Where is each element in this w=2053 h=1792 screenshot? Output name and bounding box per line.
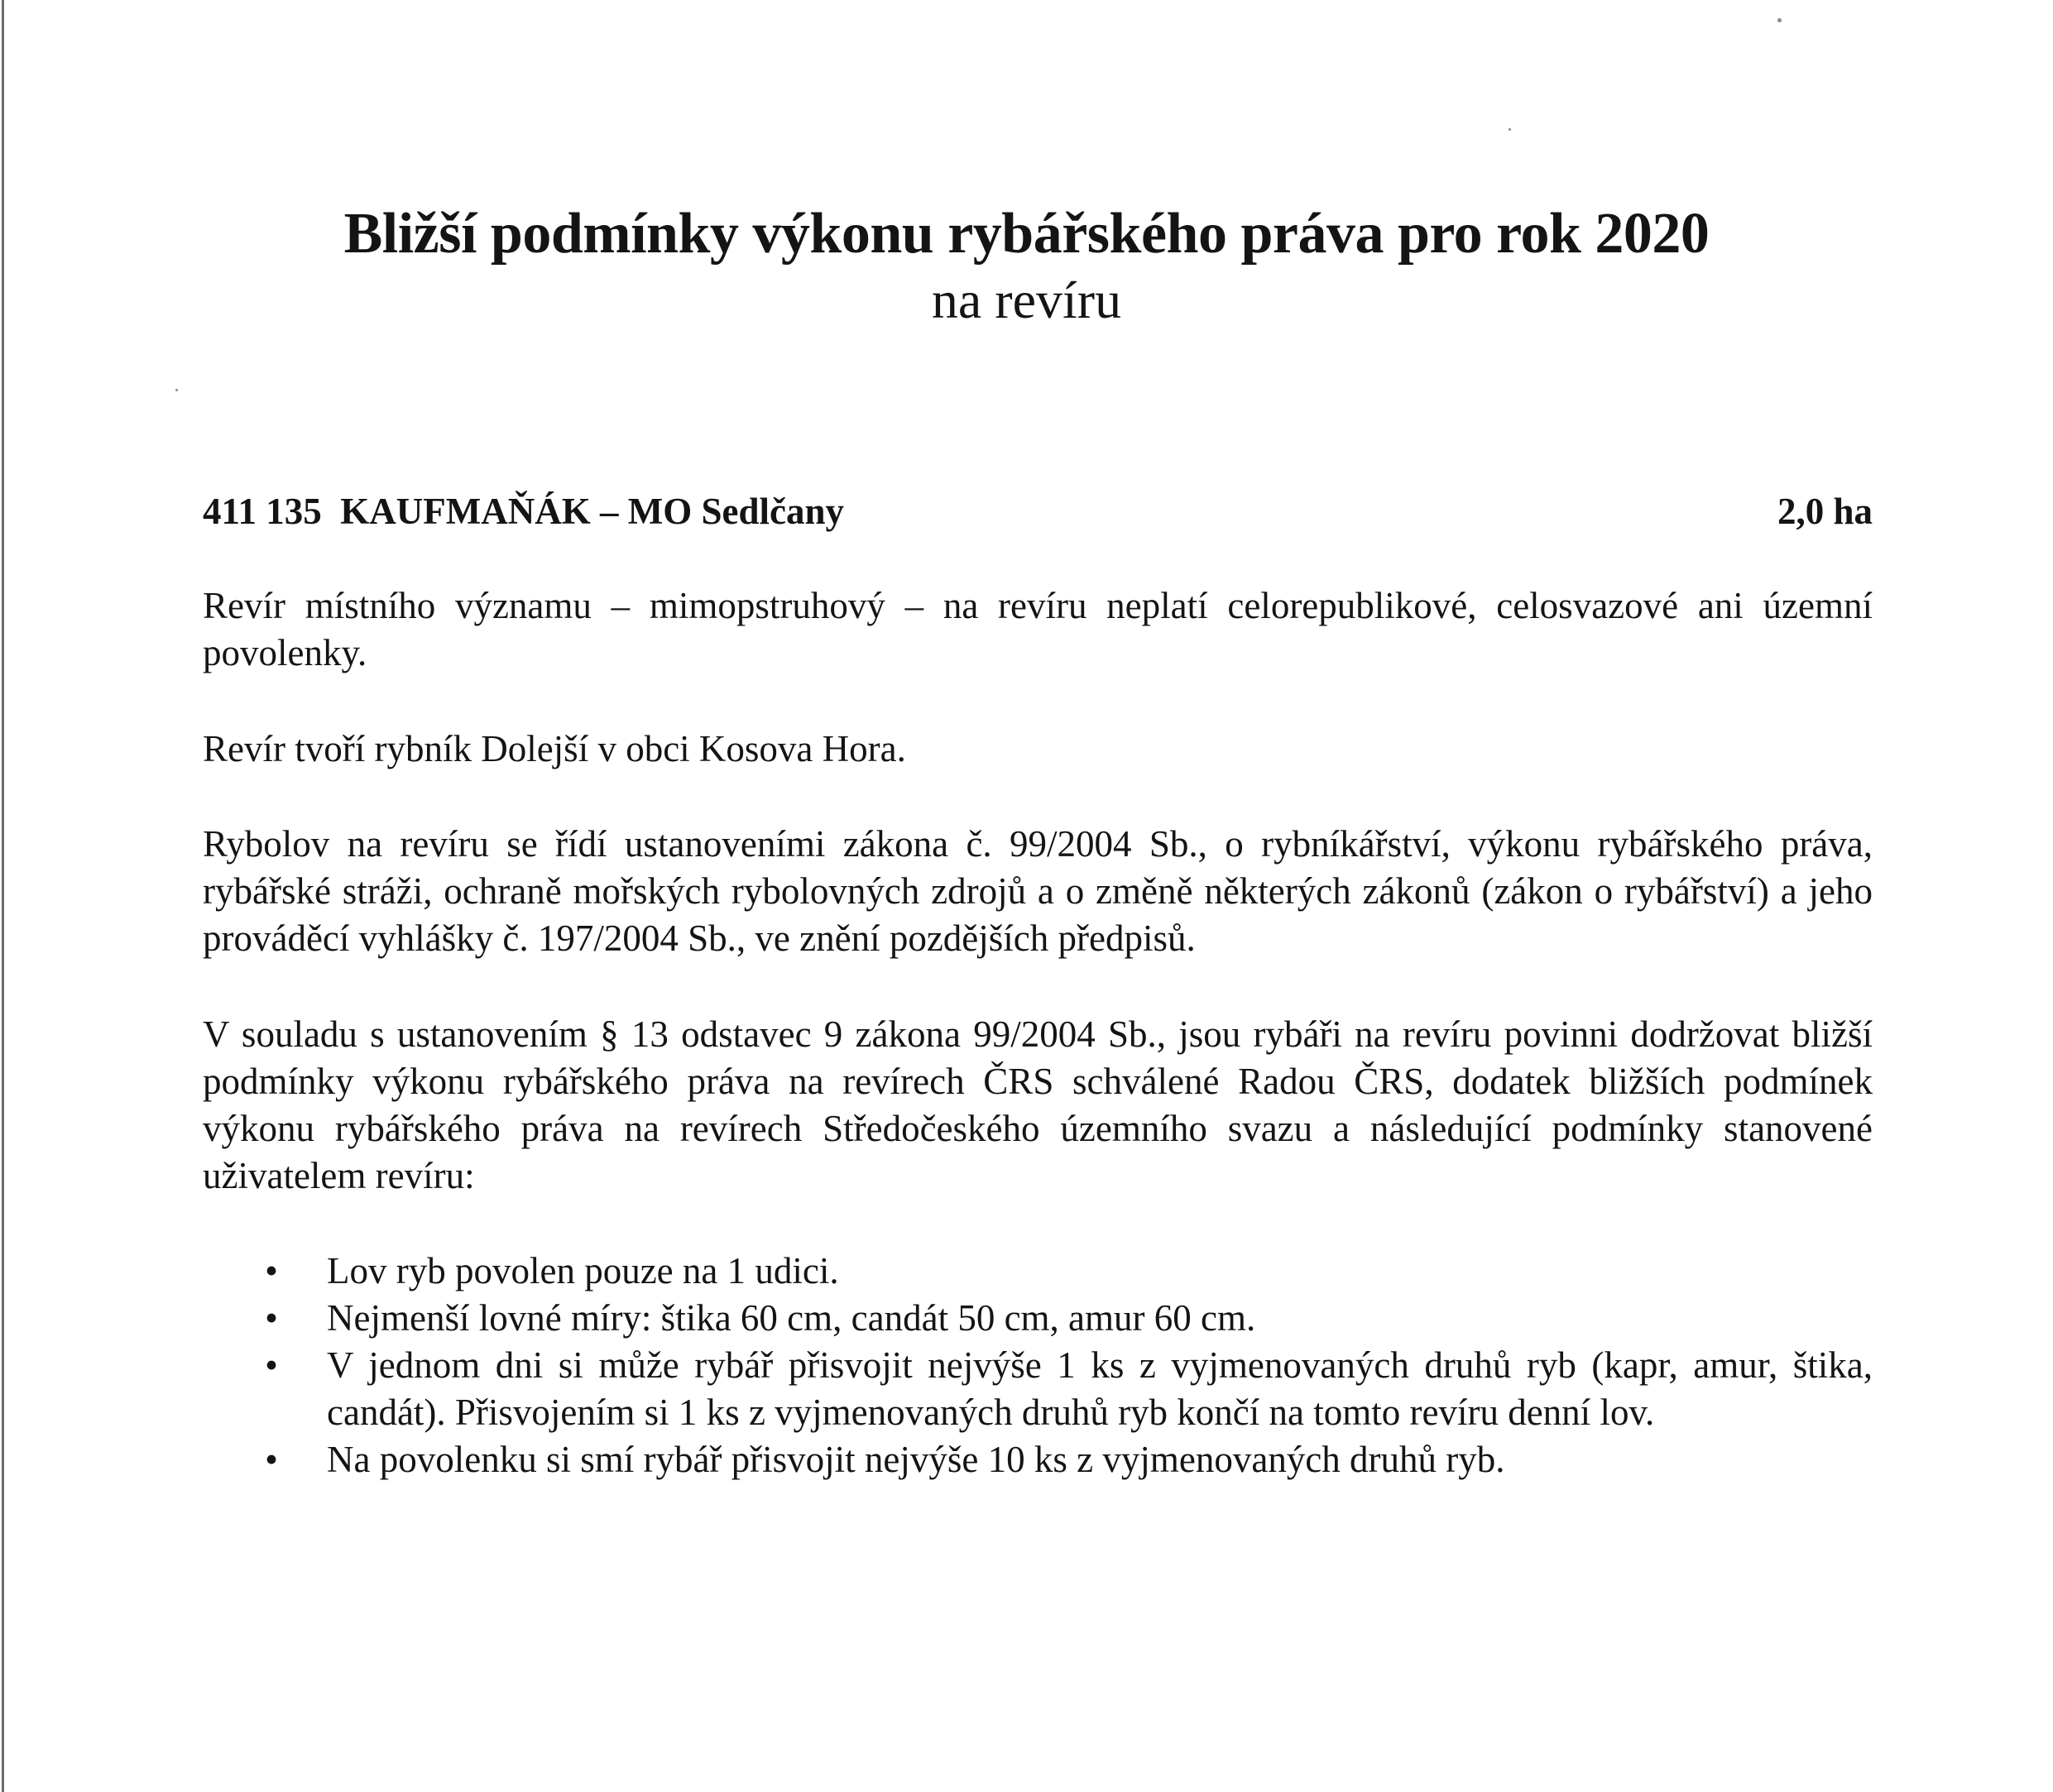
rule-text: Nejmenší lovné míry: štika 60 cm, candát 50 cm, amur 60 cm. — [327, 1297, 1256, 1339]
scan-speck — [1509, 128, 1511, 131]
paragraph-revir-location: Revír tvoří rybník Dolejší v obci Kosova Hora. — [203, 728, 906, 769]
document-title: Bližší podmínky výkonu rybářského práva pro rok 2020 — [343, 202, 1710, 266]
revir-code-name: 411 135 KAUFMAŇÁK – MO Sedlčany — [203, 491, 844, 532]
paragraph-conditions-intro: V souladu s ustanovením § 13 odstavec 9 zákona 99/2004 Sb., jsou rybáři na revíru povinni dodržovat bližší podmínky výkonu rybářského práva na revírech ČRS schválené Radou ČRS, dodatek bližších podmínek výkonu rybářského práva na revírech Středočeského územního svazu a následující podmínky stanovené uživatelem revíru: — [203, 1013, 1873, 1196]
rules-list — [203, 1248, 1873, 1483]
list-item — [203, 1295, 1873, 1342]
document-subtitle: na revíru — [931, 271, 1122, 329]
scan-speck — [175, 389, 178, 391]
revir-header — [203, 478, 1873, 544]
list-item — [203, 1342, 1873, 1436]
rule-text: V jednom dni si může rybář přisvojit nejvýše 1 ks z vyjmenovaných druhů ryb (kapr, amur, štika, candát). Přisvojením si 1 ks z vyjmenovaných druhů ryb končí na tomto revíru denní lov. — [327, 1344, 1873, 1433]
bullet-icon: • — [265, 1297, 278, 1339]
paragraph-revir-type: Revír místního významu – mimopstruhový – na revíru neplatí celorepublikové, celosvazové ani územní povolenky. — [203, 585, 1873, 673]
rule-text: Na povolenku si smí rybář přisvojit nejvýše 10 ks z vyjmenovaných druhů ryb. — [327, 1439, 1505, 1480]
bullet-icon: • — [265, 1250, 278, 1291]
bullet-icon: • — [265, 1439, 278, 1480]
bullet-icon: • — [265, 1344, 278, 1386]
list-item — [203, 1436, 1873, 1483]
rule-text: Lov ryb povolen pouze na 1 udici. — [327, 1250, 839, 1291]
scan-speck — [1777, 18, 1782, 22]
revir-area: 2,0 ha — [1777, 491, 1873, 532]
paragraph-legal-basis: Rybolov na revíru se řídí ustanoveními zákona č. 99/2004 Sb., o rybníkářství, výkonu rybářského práva, rybářské stráži, ochraně mořských rybolovných zdrojů a o změně některých zákonů (zákon o rybářství) a jeho prováděcí vyhlášky č. 197/2004 Sb., ve znění pozdějších předpisů. — [203, 823, 1873, 959]
list-item — [203, 1248, 1873, 1295]
